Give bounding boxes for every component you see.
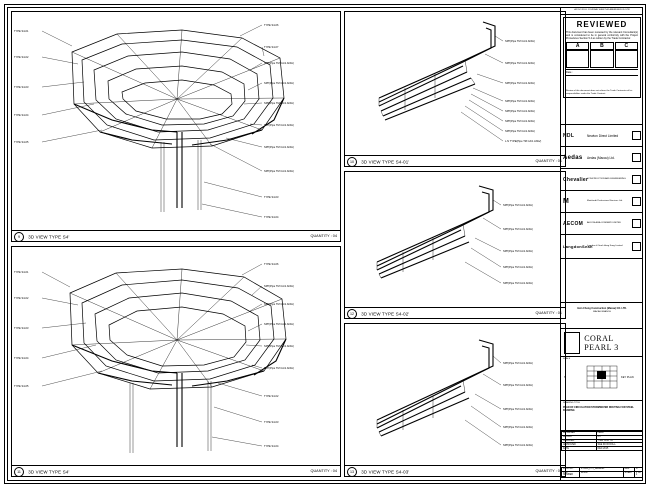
signature-grid xyxy=(561,431,643,467)
svg-text:SPP(Pipe TM CA/1 ANG/): SPP(Pipe TM CA/1 ANG/) xyxy=(264,323,294,326)
viewport-d-number: 12 xyxy=(347,309,357,319)
detail-drawing-d xyxy=(345,172,565,307)
svg-text:TYPE S4-03: TYPE S4-03 xyxy=(264,196,279,199)
review-stamp-columns xyxy=(566,42,638,50)
review-date-label: Date : xyxy=(566,69,638,74)
viewport-e-number: 13 xyxy=(347,467,357,477)
svg-text:SPP(Pipe TM CA/1 ANG/): SPP(Pipe TM CA/1 ANG/) xyxy=(264,303,294,306)
svg-text:L.N TYPE(Pipe TM CA/1 ANG/): L.N TYPE(Pipe TM CA/1 ANG/) xyxy=(505,140,542,143)
svg-text:SPP(Pipe TM CA/1 ANG/): SPP(Pipe TM CA/1 ANG/) xyxy=(503,228,533,231)
viewport-c[interactable] xyxy=(11,246,341,477)
viewport-a-number: 9 xyxy=(14,232,24,242)
contractor-sub: MACAU BRANCH xyxy=(593,310,611,313)
svg-text:SPP(Pipe TM CA/1 ANG/): SPP(Pipe TM CA/1 ANG/) xyxy=(503,384,533,387)
svg-text:SPP(Pipe TM CA/1 ANG/): SPP(Pipe TM CA/1 ANG/) xyxy=(264,102,294,105)
detail-drawing-b xyxy=(345,12,565,155)
svg-text:SPP(Pipe TM CA/1 ANG/): SPP(Pipe TM CA/1 ANG/) xyxy=(505,62,535,65)
svg-text:SPP(Pipe TM CA/1 ANG/): SPP(Pipe TM CA/1 ANG/) xyxy=(505,82,535,85)
svg-text:SPP(Pipe TM CA/1 ANG/): SPP(Pipe TM CA/1 ANG/) xyxy=(503,282,533,285)
rev-value[interactable]: A xyxy=(634,468,642,472)
field-value-checked[interactable]: T-MR NOR YR xyxy=(596,439,642,443)
contractor-block xyxy=(561,303,643,329)
contractor-name: Hsin Chong Construction (Macau) CO. LTD. xyxy=(577,307,627,310)
key-plan-diagram xyxy=(561,362,644,394)
svg-text:SPP(Pipe TM CA/1 ANG/): SPP(Pipe TM CA/1 ANG/) xyxy=(264,170,294,173)
consultant-logo-0: NDL xyxy=(563,132,575,139)
field-label-checked: CHECKED xyxy=(562,439,597,443)
review-box-a[interactable] xyxy=(566,50,589,68)
consultant-name-3: Meinhardt Professional Services Ltd. xyxy=(587,200,623,203)
svg-text:KEY PLAN: KEY PLAN xyxy=(621,375,634,379)
dwg-number-block xyxy=(561,467,643,481)
consultant-checkbox-4[interactable] xyxy=(632,219,641,228)
viewport-c-title xyxy=(12,465,340,476)
drawing-title-label: DRAWING TITLE xyxy=(563,402,581,404)
field-value-date[interactable]: DEC 2015 xyxy=(596,447,642,451)
consultant-name-0: Newton Direct Limited xyxy=(587,133,619,138)
svg-text:TYPE S4-06: TYPE S4-06 xyxy=(264,263,279,266)
viewport-a-title xyxy=(12,230,340,241)
viewport-d[interactable] xyxy=(344,171,566,319)
rev-label: REV. xyxy=(623,468,634,472)
svg-text:TYPE S4-02: TYPE S4-02 xyxy=(14,56,29,59)
viewport-e-qty: QUANTITY : 01 xyxy=(535,469,562,473)
viewport-a-label: 3D VIEW TYPE S4' xyxy=(28,234,70,240)
review-box-c[interactable] xyxy=(615,50,638,68)
consultant-checkbox-5[interactable] xyxy=(632,242,641,251)
svg-text:SPP(Pipe TM CA/1 ANG/): SPP(Pipe TM CA/1 ANG/) xyxy=(264,345,294,348)
sheet-label: SHEET xyxy=(623,471,634,477)
field-label-date: DATE xyxy=(562,447,597,451)
svg-text:SPP(Pipe TM CA/1 ANG/): SPP(Pipe TM CA/1 ANG/) xyxy=(264,285,294,288)
viewport-a[interactable] xyxy=(11,11,341,242)
project-logo-block xyxy=(561,329,643,357)
svg-text:TYPE S4-04: TYPE S4-04 xyxy=(14,114,29,117)
svg-text:SPP(Pipe TM CA/1 ANG/): SPP(Pipe TM CA/1 ANG/) xyxy=(505,40,535,43)
review-column-c: C xyxy=(615,42,638,50)
consultant-checkbox-0[interactable] xyxy=(632,131,641,140)
viewport-c-label: 3D VIEW TYPE S4' xyxy=(28,469,70,475)
svg-text:TYPE S4-01: TYPE S4-01 xyxy=(14,30,29,33)
svg-text:TYPE S4-02: TYPE S4-02 xyxy=(14,297,29,300)
review-box-b[interactable] xyxy=(590,50,613,68)
svg-text:TYPE S4-03: TYPE S4-03 xyxy=(14,327,29,330)
svg-text:SPP(Pipe TM CA/1 ANG/): SPP(Pipe TM CA/1 ANG/) xyxy=(505,130,535,133)
consultant-checkbox-2[interactable] xyxy=(632,175,641,184)
consultant-row-5 xyxy=(561,235,643,259)
viewport-b[interactable] xyxy=(344,11,566,167)
viewport-d-label: 3D VIEW TYPE S4-02' xyxy=(361,311,410,317)
svg-text:SPP(Pipe TM CA/1 ANG/): SPP(Pipe TM CA/1 ANG/) xyxy=(505,100,535,103)
review-date-value[interactable] xyxy=(566,75,638,89)
drawing-title-block xyxy=(561,401,643,431)
viewport-b-number: 10 xyxy=(347,157,357,167)
svg-text:TYPE S4-04: TYPE S4-04 xyxy=(264,216,279,219)
review-stamp xyxy=(561,15,643,125)
drawing-title: PLAN OF CIRCULATION STORMWATER ROUTING FOR STEEL DRAWING xyxy=(563,405,634,412)
job-number-value[interactable]: 0250B xyxy=(579,471,623,477)
viewport-a-qty: QUANTITY : 04 xyxy=(310,234,337,238)
svg-text:SPP(Pipe TM CA/1 ANG/): SPP(Pipe TM CA/1 ANG/) xyxy=(505,120,535,123)
svg-text:TYPE S4-04: TYPE S4-04 xyxy=(14,357,29,360)
consultant-row-0 xyxy=(561,125,643,147)
key-plan-label: SCALE xyxy=(563,358,571,360)
consultant-logo-4: AECOM xyxy=(563,220,584,227)
svg-text:SPP(Pipe TM CA/1 ANG/): SPP(Pipe TM CA/1 ANG/) xyxy=(503,408,533,411)
svg-text:SPP(Pipe TM CA/1 ANG/): SPP(Pipe TM CA/1 ANG/) xyxy=(503,204,533,207)
sheet-value[interactable]: 1 OF 1 xyxy=(635,472,642,477)
svg-text:N: N xyxy=(564,375,566,379)
svg-text:SPP(Pipe TM CA/1 ANG/): SPP(Pipe TM CA/1 ANG/) xyxy=(503,250,533,253)
svg-text:SPP(Pipe TM CA/1 ANG/): SPP(Pipe TM CA/1 ANG/) xyxy=(264,82,294,85)
consultant-checkbox-3[interactable] xyxy=(632,197,641,206)
review-stamp-body: This document has been reviewed by the relevant Consultant(s) and is considered to be in general conformity with the Project Procedures Section 5.4 as written by the Trade Contractor. xyxy=(566,31,638,41)
key-plan-block xyxy=(561,357,643,401)
job-number-label: JOB NUMBER xyxy=(562,471,580,477)
svg-text:TYPE S4-02: TYPE S4-02 xyxy=(264,395,279,398)
consultant-checkbox-1[interactable] xyxy=(632,153,641,162)
viewport-e-title xyxy=(345,465,565,476)
svg-text:SPP(Pipe TM CA/1 ANG/): SPP(Pipe TM CA/1 ANG/) xyxy=(503,266,533,269)
viewport-e[interactable] xyxy=(344,323,566,477)
consultant-sub-2: CONSTRUCTION AND ENGINEERING xyxy=(587,178,626,181)
svg-text:SPP(Pipe TM CA/1 ANG/): SPP(Pipe TM CA/1 ANG/) xyxy=(503,426,533,429)
viewport-d-title xyxy=(345,307,565,318)
consultant-name-1: Aedas (Macau) Ltd. xyxy=(587,155,615,160)
viewport-c-number: 11 xyxy=(14,467,24,477)
field-value-approved[interactable]: SEE 3D ROOF+L xyxy=(596,443,642,447)
svg-text:SPP(Pipe TM CA/1 ANG/): SPP(Pipe TM CA/1 ANG/) xyxy=(264,124,294,127)
svg-text:TYPE S4-06: TYPE S4-06 xyxy=(264,24,279,27)
review-stamp-title: REVIEWED xyxy=(576,20,628,29)
svg-text:TYPE S4-07: TYPE S4-07 xyxy=(264,46,279,49)
sheet-paper-id: A1 ISO FULL JOURNAL SHEET A1 ABERDEEN 05 STR xyxy=(574,8,630,11)
sheet-id-strip xyxy=(561,7,643,15)
svg-text:SPP(Pipe TM CA/1 ANG/): SPP(Pipe TM CA/1 ANG/) xyxy=(264,146,294,149)
consultant-row-2 xyxy=(561,169,643,191)
blank-approval-area xyxy=(561,259,643,303)
svg-text:TYPE S4-04: TYPE S4-04 xyxy=(264,445,279,448)
viewport-c-qty: QUANTITY : 04 xyxy=(310,469,337,473)
iso-drawing-a xyxy=(12,12,340,230)
viewport-b-label: 3D VIEW TYPE S4-01' xyxy=(361,159,410,165)
svg-text:SPP(Pipe TM CA/1 ANG/): SPP(Pipe TM CA/1 ANG/) xyxy=(264,62,294,65)
project-logo-text: CORAL PEARL 3 xyxy=(584,333,619,352)
field-value-designed[interactable]: LEAD xyxy=(596,432,642,436)
svg-text:SPP(Pipe TM CA/1 ANG/): SPP(Pipe TM CA/1 ANG/) xyxy=(503,362,533,365)
viewport-e-label: 3D VIEW TYPE S4-03' xyxy=(361,469,410,475)
dwg-no-label: DWG NO. xyxy=(562,468,580,472)
field-label-designed: DESIGNED xyxy=(562,432,597,436)
svg-text:TYPE S4-05: TYPE S4-05 xyxy=(14,385,29,388)
field-value-drawn[interactable]: DJ xyxy=(596,435,642,439)
svg-text:TYPE S4-03: TYPE S4-03 xyxy=(14,86,29,89)
viewport-b-title xyxy=(345,155,565,166)
review-column-a: A xyxy=(566,42,589,50)
svg-text:TYPE S4-03: TYPE S4-03 xyxy=(264,421,279,424)
iso-drawing-c xyxy=(12,247,340,465)
svg-text:SPP(Pipe TM CA/1 ANG/): SPP(Pipe TM CA/1 ANG/) xyxy=(264,367,294,370)
consultant-logo-5: LangdonSeah xyxy=(563,244,593,249)
consultant-row-3 xyxy=(561,191,643,213)
consultant-logo-1: Aedas xyxy=(563,154,583,161)
review-column-b: B xyxy=(590,42,613,50)
viewport-d-qty: QUANTITY : 01 xyxy=(535,311,562,315)
svg-text:SPP(Pipe TM CA/1 ANG/): SPP(Pipe TM CA/1 ANG/) xyxy=(505,110,535,113)
consultant-sub-4: AECOM ASIA COMPANY LIMITED xyxy=(587,222,622,225)
review-stamp-note: Review of this document does not relieve the Trade Contractor of his responsibilities under the Trade Contract. xyxy=(566,90,633,95)
detail-drawing-e xyxy=(345,324,565,465)
consultant-sub-5: Langdon & Seah Hong Kong Limited xyxy=(587,245,623,248)
svg-text:SPP(Pipe TM CA/1 ANG/): SPP(Pipe TM CA/1 ANG/) xyxy=(503,444,533,447)
field-label-drawn: DRAWN xyxy=(562,435,597,439)
consultant-row-4 xyxy=(561,213,643,235)
viewport-b-qty: QUANTITY : 01 xyxy=(535,159,562,163)
field-label-approved: APPROVED xyxy=(562,443,597,447)
consultant-logo-2: Chevalier xyxy=(563,176,589,183)
title-block xyxy=(560,7,643,481)
consultant-logo-3: M xyxy=(563,198,570,205)
svg-text:TYPE S4-01: TYPE S4-01 xyxy=(14,271,29,274)
project-emblem-icon xyxy=(564,332,580,354)
svg-text:TYPE S4-05: TYPE S4-05 xyxy=(14,141,29,144)
consultant-row-1 xyxy=(561,147,643,169)
dwg-no-value[interactable]: P-3526_P75_LEGEND xyxy=(579,468,623,472)
